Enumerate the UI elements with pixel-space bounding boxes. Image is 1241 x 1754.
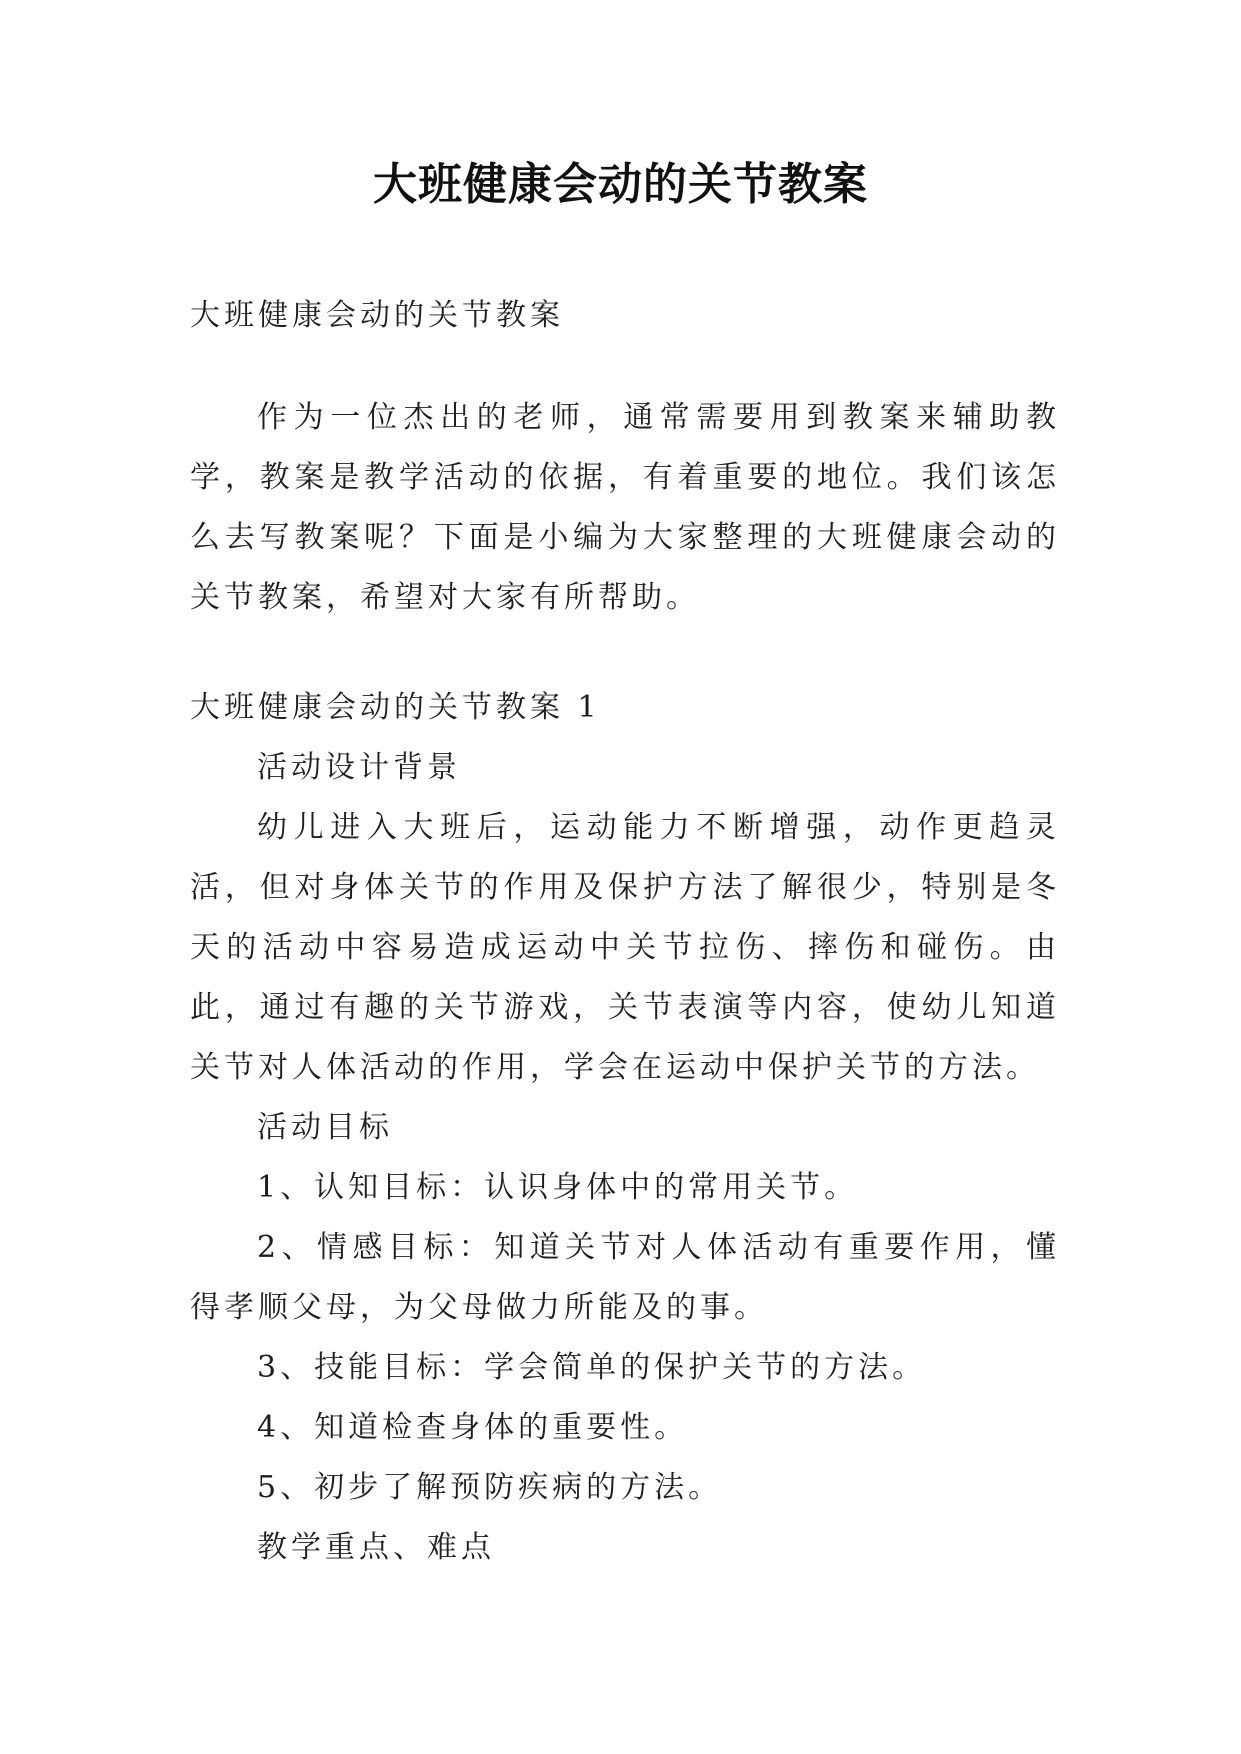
spacer <box>190 346 1060 388</box>
intro-paragraph: 作为一位杰出的老师，通常需要用到教案来辅助教学，教案是教学活动的依据，有着重要的地位。我们该怎么去写教案呢？下面是小编为大家整理的大班健康会动的关节教案，希望对大家有所帮助。 <box>190 400 1060 615</box>
spacer <box>190 628 1060 678</box>
goal-item-3: 3、技能目标：学会简单的保护关节的方法。 <box>257 1350 927 1385</box>
goal-item-4: 4、知道检查身体的重要性。 <box>257 1410 689 1445</box>
goal-item-2: 2、情感目标：知道关节对人体活动有重要作用，懂得孝顺父母，为父母做力所能及的事。 <box>190 1230 1060 1325</box>
background-paragraph: 幼儿进入大班后，运动能力不断增强，动作更趋灵活，但对身体关节的作用及保护方法了解很少，特别是冬天的活动中容易造成运动中关节拉伤、摔伤和碰伤。由此，通过有趣的关节游戏，关节表演等内容，使幼儿知道关节对人体活动的作用，学会在运动中保护关节的方法。 <box>190 810 1060 1085</box>
goals-heading: 活动目标 <box>257 1110 393 1145</box>
goal-item-5: 5、初步了解预防疾病的方法。 <box>257 1470 723 1505</box>
background-heading: 活动设计背景 <box>257 750 461 785</box>
section-title: 大班健康会动的关节教案 1 <box>190 690 601 725</box>
document-body <box>190 286 1060 1578</box>
document-title: 大班健康会动的关节教案 <box>373 159 868 210</box>
document-subtitle: 大班健康会动的关节教案 <box>190 298 564 333</box>
key-points-heading: 教学重点、难点 <box>257 1530 495 1565</box>
goal-item-1: 1、认知目标：认识身体中的常用关节。 <box>257 1170 859 1205</box>
